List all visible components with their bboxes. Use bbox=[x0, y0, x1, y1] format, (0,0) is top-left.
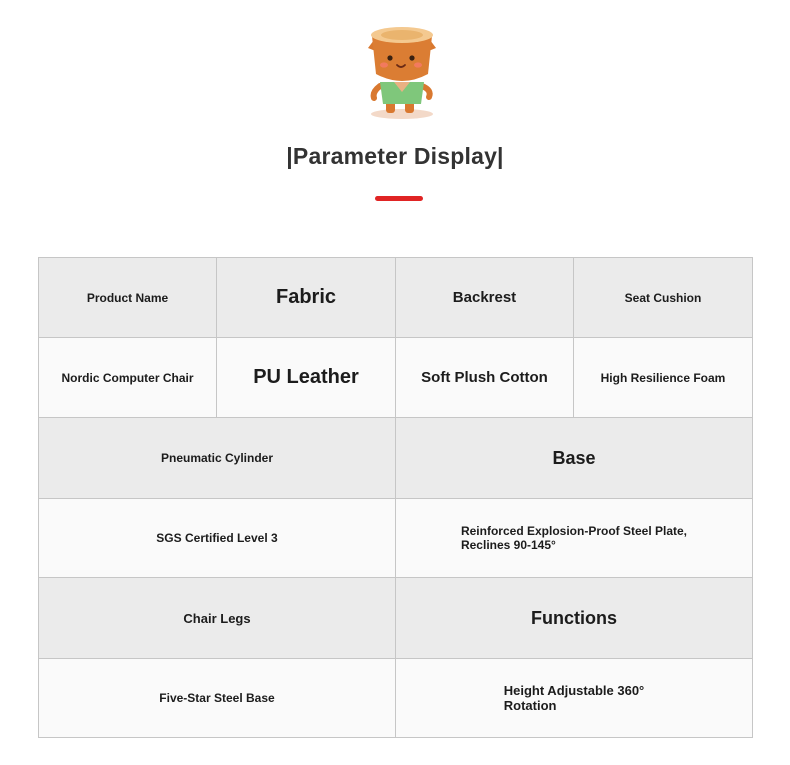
title-underline bbox=[375, 196, 423, 201]
table-cell: Product Name bbox=[39, 258, 217, 338]
table-cell: Soft Plush Cotton bbox=[396, 338, 574, 418]
value-line: Rotation bbox=[503, 698, 557, 713]
table-cell: Chair Legs bbox=[39, 578, 396, 659]
table-row bbox=[39, 499, 753, 578]
table-cell: Backrest bbox=[396, 258, 574, 338]
table-cell: Pneumatic Cylinder bbox=[39, 418, 396, 499]
table-cell: PU Leather bbox=[217, 338, 396, 418]
table-cell: SGS Certified Level 3 bbox=[39, 499, 396, 578]
table-row bbox=[39, 338, 753, 418]
table-cell: Nordic Computer Chair bbox=[39, 338, 217, 418]
table-cell: Functions bbox=[396, 578, 753, 659]
table-row bbox=[39, 659, 753, 738]
table-cell: High Resilience Foam bbox=[574, 338, 753, 418]
table-row bbox=[39, 418, 753, 499]
table-cell: Base bbox=[396, 418, 753, 499]
multiline-value bbox=[461, 524, 687, 552]
table-cell: Five-Star Steel Base bbox=[39, 659, 396, 738]
value-line: Reclines 90-145° bbox=[460, 538, 556, 552]
tree-stump-mascot-icon bbox=[366, 22, 438, 122]
value-line: Reinforced Explosion-Proof Steel Plate, bbox=[460, 524, 688, 538]
table-cell bbox=[396, 499, 753, 578]
table-cell: Fabric bbox=[217, 258, 396, 338]
table-row bbox=[39, 258, 753, 338]
table-cell: Seat Cushion bbox=[574, 258, 753, 338]
page-title: |Parameter Display| bbox=[286, 143, 504, 169]
value-line: Height Adjustable 360° bbox=[503, 683, 645, 698]
table-cell bbox=[396, 659, 753, 738]
table-row bbox=[39, 578, 753, 659]
parameter-table bbox=[38, 257, 753, 738]
multiline-value bbox=[504, 683, 645, 713]
